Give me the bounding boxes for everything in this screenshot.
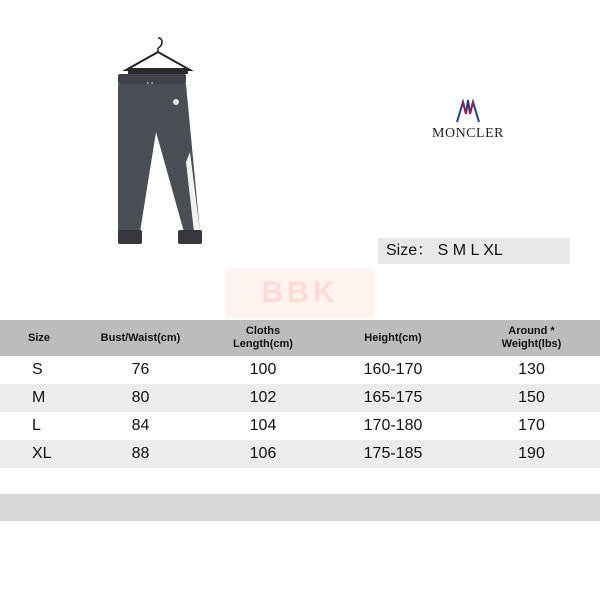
header-length-text: Cloths Length(cm) xyxy=(233,325,293,350)
cell-size: L xyxy=(32,417,41,434)
cell-size: XL xyxy=(32,445,52,462)
header-bust-waist: Bust/Waist(cm) xyxy=(100,331,181,344)
table-row xyxy=(0,384,600,412)
cell-bust-waist: 84 xyxy=(131,417,150,434)
cell-size: S xyxy=(32,361,43,378)
product-image xyxy=(108,32,208,252)
cell-bust-waist: 76 xyxy=(131,361,150,378)
cell-height: 175-185 xyxy=(363,445,423,462)
size-chart-table xyxy=(0,320,600,468)
watermark: BBK xyxy=(226,268,374,318)
cell-length: 104 xyxy=(249,417,277,434)
table-row xyxy=(0,440,600,468)
brand-name: MONCLER xyxy=(432,126,504,141)
brand-logo xyxy=(426,98,510,154)
cell-length: 102 xyxy=(249,389,277,406)
cell-size: M xyxy=(32,389,46,406)
cell-height: 160-170 xyxy=(363,361,423,378)
cell-height: 165-175 xyxy=(363,389,423,406)
available-sizes: Size： S M L XL xyxy=(378,238,570,264)
cell-length: 106 xyxy=(249,445,277,462)
header-height: Height(cm) xyxy=(364,331,422,344)
table-row xyxy=(0,356,600,384)
cell-height: 170-180 xyxy=(363,417,423,434)
cell-weight: 130 xyxy=(518,361,545,378)
cell-weight: 150 xyxy=(518,389,545,406)
header-weight-text: Around * Weight(lbs) xyxy=(501,325,562,350)
cell-weight: 190 xyxy=(518,445,545,462)
jogger-pants-icon xyxy=(108,32,208,252)
cell-weight: 170 xyxy=(518,417,545,434)
table-row xyxy=(0,412,600,440)
footer-bar xyxy=(0,494,600,521)
cell-length: 100 xyxy=(249,361,277,378)
table-header xyxy=(0,320,600,356)
header-length xyxy=(203,325,323,351)
header-size: Size xyxy=(27,331,50,344)
cell-bust-waist: 88 xyxy=(131,445,150,462)
moncler-rooster-icon xyxy=(451,98,485,124)
header-weight xyxy=(463,325,600,351)
cell-bust-waist: 80 xyxy=(131,389,150,406)
